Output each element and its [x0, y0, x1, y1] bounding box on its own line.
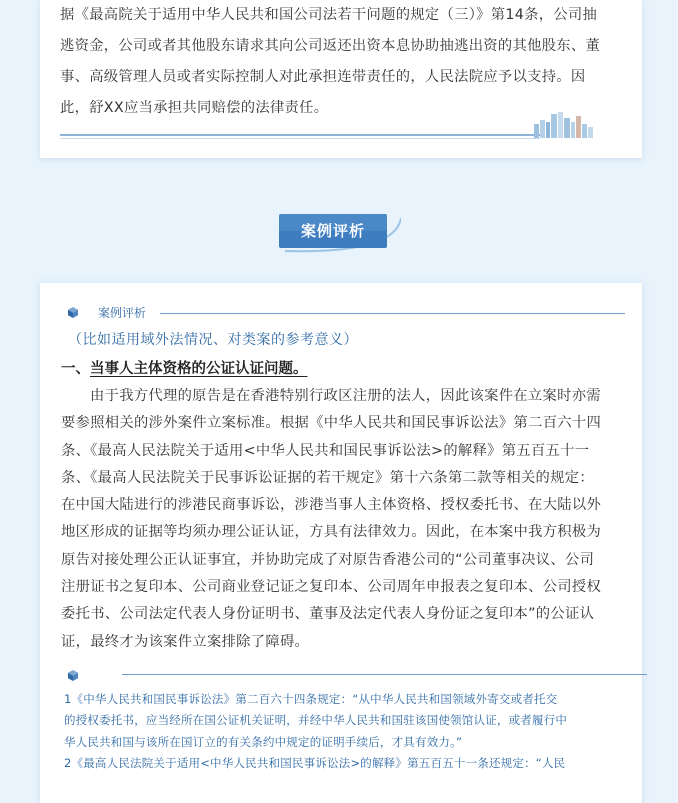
- analysis-body: [61, 383, 626, 656]
- footnote-line: 1《中华人民共和国民事诉讼法》第二百六十四条规定：“从中华人民共和国领域外寄交或者托交: [64, 692, 558, 706]
- case-analysis-card: [40, 283, 642, 803]
- previous-section-paragraph: [60, 0, 625, 124]
- paragraph-line: 委托书、公司法定代表人身份证明书、董事及法定代表人身份证之复印本”的公证认: [61, 606, 595, 623]
- footnote-line: 华人民共和国与该所在国订立的有关条约中规定的证明手续后，才具有效力。”: [64, 734, 463, 749]
- decorative-divider: [60, 138, 540, 139]
- analysis-label: 案例评析: [98, 306, 147, 320]
- cube-icon: [68, 307, 78, 318]
- paragraph-line: 要参照相关的涉外案件立案标准。根据《中华人民共和国民事诉讼法》第二百六十四: [61, 415, 602, 432]
- decorative-divider: [60, 134, 540, 136]
- section-heading-label: 案例评析: [300, 222, 365, 240]
- footnote-header: [64, 666, 624, 682]
- footnote-line: 的授权委托书，应当经所在国公证机关证明，并经中华人民共和国驻该国使领馆认证，或者履行中: [64, 713, 568, 728]
- analysis-header: [64, 303, 624, 323]
- city-skyline-icon: [534, 110, 594, 138]
- cube-icon: [68, 670, 78, 681]
- analysis-subtitle: （比如适用域外法情况、对类案的参考意义）: [68, 332, 358, 348]
- footnote-line: 2《最高人民法院关于适用<中华人民共和国民事诉讼法>的解释》第五百五十一条还规定：“人民: [64, 755, 566, 770]
- paragraph-line: 在中国大陆进行的涉港民商事诉讼，涉港当事人主体资格、授权委托书、在大陆以外: [61, 497, 602, 514]
- paragraph-line: 条、《最高人民法院关于适用<中华人民共和国民事诉讼法>的解释》第五百五十一: [61, 442, 590, 459]
- paragraph-line: 由于我方代理的原告是在香港特别行政区注册的法人，因此该案件在立案时亦需: [90, 388, 601, 404]
- footnote-divider: [122, 674, 647, 675]
- paragraph-line: 此，舒XX应当承担共同赔偿的法律责任。: [60, 100, 329, 116]
- previous-section-card: [40, 0, 642, 158]
- point-heading: [61, 357, 308, 378]
- paragraph-line: 原告对接处理公正认证事宜，并协助完成了对原告香港公司的“公司董事决议、公司: [61, 551, 595, 568]
- paragraph-line: 事、高级管理人员或者实际控制人对此承担连带责任的，人民法院应予以支持。因: [60, 69, 586, 85]
- point-number: 一、: [61, 361, 90, 377]
- paragraph-line: 条、《最高人民法院关于民事诉讼证据的若干规定》第十六条第二款等相关的规定：: [61, 469, 594, 486]
- paragraph-line: 证，最终才为该案件立案排除了障碍。: [61, 633, 310, 650]
- footnotes: [64, 689, 629, 774]
- paragraph-line: 逃资金，公司或者其他股东请求其向公司返还出资本息协助抽逃出资的其他股东、董: [60, 38, 601, 54]
- paragraph-line: 据《最高院关于适用中华人民共和国公司法若干问题的规定（三）》第14条，公司抽: [60, 7, 598, 23]
- point-title: 当事人主体资格的公证认证问题。: [90, 361, 308, 377]
- paragraph-line: 地区形成的证据等均须办理公证认证，方具有法律效力。因此，在本案中我方积极为: [61, 524, 602, 541]
- section-heading-case-analysis: [279, 214, 399, 252]
- header-divider: [160, 313, 625, 314]
- paragraph-line: 注册证书之复印本、公司商业登记证之复印本、公司周年申报表之复印本、公司授权: [61, 579, 602, 596]
